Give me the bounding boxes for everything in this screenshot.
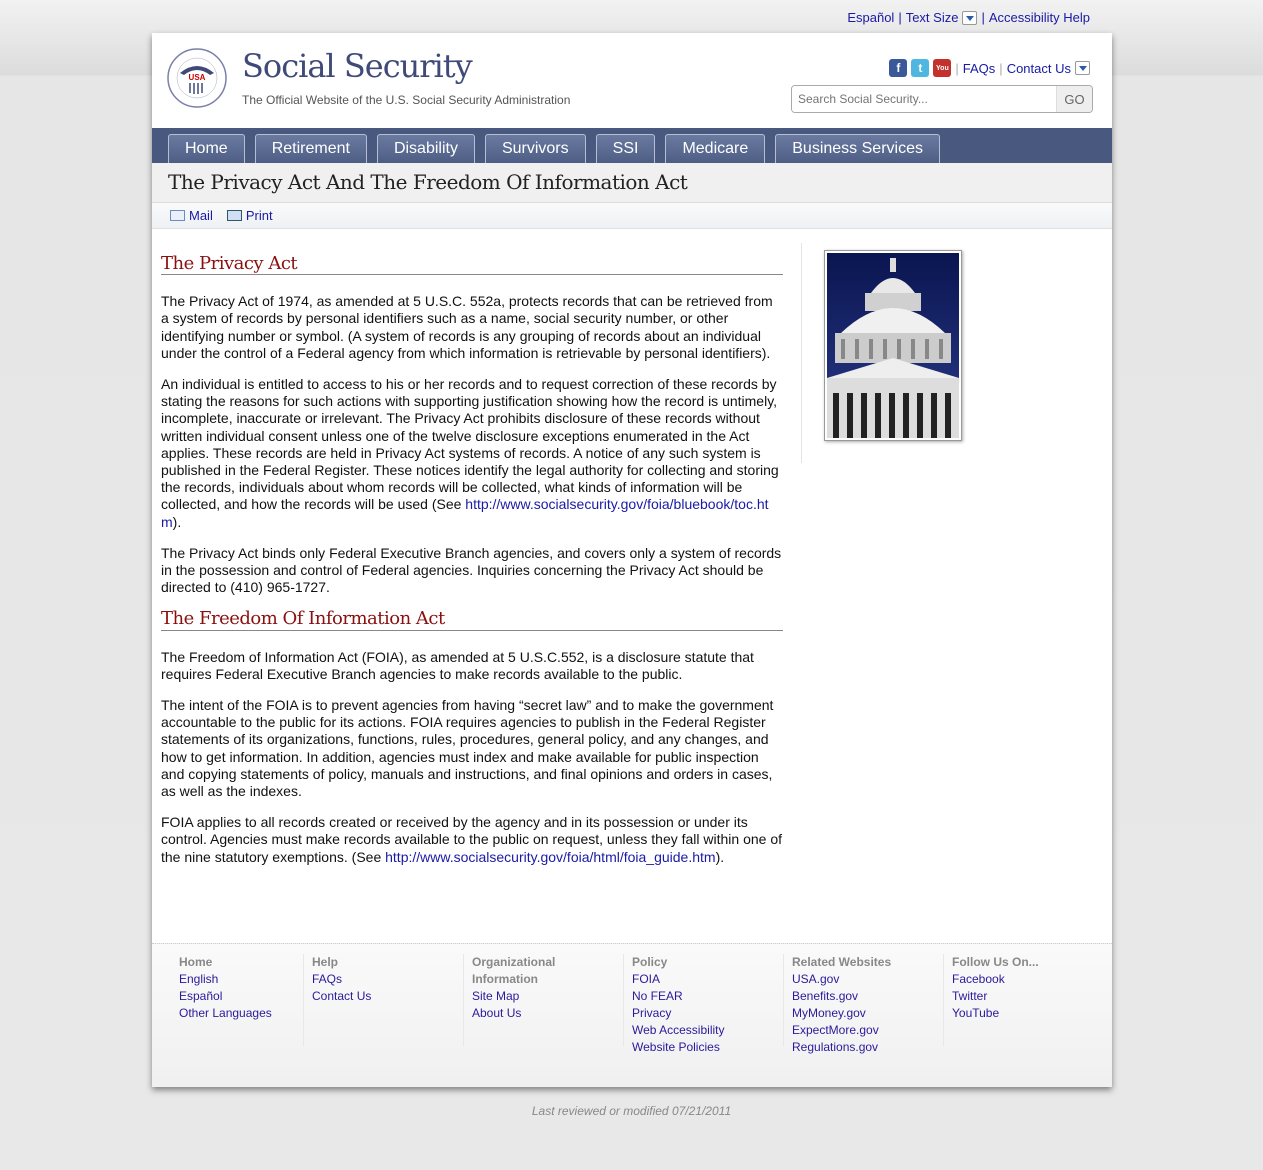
mail-label: Mail	[189, 208, 213, 223]
paragraph: The Privacy Act binds only Federal Executive Branch agencies, and covers only a system of records in the possession and control of Federal agencies. Inquiries concerning the Privacy Act should be directed to (410) 965-1727.	[161, 544, 782, 596]
separator: |	[999, 60, 1003, 76]
footer-link[interactable]: Privacy	[632, 1006, 672, 1020]
sidebar-divider	[801, 243, 802, 463]
paragraph	[161, 814, 783, 866]
footer-link[interactable]: Site Map	[472, 989, 520, 1003]
footer-link[interactable]: Twitter	[952, 989, 988, 1003]
footer-heading: Home	[179, 955, 213, 969]
facebook-icon[interactable]: f	[889, 59, 907, 77]
footer-link[interactable]: USA.gov	[792, 972, 840, 986]
youtube-icon[interactable]: You	[933, 59, 951, 77]
ssa-seal-logo[interactable]	[166, 47, 228, 109]
paragraph: The intent of the FOIA is to prevent agencies from having “secret law” and to make the government accountable to the public for its actions. FOIA requires agencies to publish in the Federal Register statements of its organizations, functions, rules, procedures, general policy, and any changes, and how to get information. In addition, agencies must index and make available for public inspection and copying statements of policy, manuals and instructions, and final opinions and orders in cases, as well as the indexes.	[161, 697, 774, 800]
footer-link[interactable]: No FEAR	[632, 989, 683, 1003]
nav-retirement[interactable]: Retirement	[255, 134, 367, 163]
footer-col-related	[783, 954, 943, 1054]
footer-link[interactable]: Español	[179, 989, 223, 1003]
text-size-dropdown-icon[interactable]	[962, 11, 977, 25]
search-go-button[interactable]: GO	[1056, 86, 1092, 112]
footer-link[interactable]: MyMoney.gov	[792, 1006, 866, 1020]
svg-text:USA: USA	[188, 73, 206, 82]
footer-link[interactable]: Web Accessibility	[632, 1023, 725, 1037]
footer-heading: Organizational Information	[472, 955, 556, 986]
espanol-link[interactable]: Español	[847, 10, 895, 25]
page-title: The Privacy Act And The Freedom Of Information Act	[152, 163, 1112, 203]
page-tools	[152, 203, 1112, 229]
search-box	[791, 85, 1093, 113]
footer-link[interactable]: About Us	[472, 1006, 522, 1020]
footer-col-home	[171, 954, 303, 1046]
footer-col-org	[463, 954, 623, 1046]
paragraph-text: ).	[172, 513, 182, 530]
paragraph	[161, 376, 783, 531]
privacy-act-heading: The Privacy Act	[161, 255, 783, 275]
footer-link[interactable]: Regulations.gov	[792, 1040, 879, 1054]
paragraph-text: ).	[715, 848, 725, 865]
social-bar	[889, 59, 1090, 77]
twitter-icon[interactable]: t	[911, 59, 929, 77]
footer-link[interactable]: Facebook	[952, 972, 1005, 986]
nav-survivors[interactable]: Survivors	[485, 134, 586, 163]
search-input[interactable]	[792, 86, 1056, 112]
footer-heading: Policy	[632, 955, 668, 969]
footer-link[interactable]: YouTube	[952, 1006, 1000, 1020]
separator: |	[898, 10, 902, 25]
faqs-link[interactable]: FAQs	[962, 60, 996, 76]
nav-ssi[interactable]: SSI	[596, 134, 656, 163]
foia-heading: The Freedom Of Information Act	[161, 610, 783, 630]
paragraph-text: FOIA applies to all records created or received by the agency and in its possession or under its control. Agencies must make records available to the public on request, unless they fall within one of the nine statutory exemptions. (See	[161, 814, 783, 865]
utility-bar	[847, 10, 1090, 25]
footer-link[interactable]: Contact Us	[312, 989, 372, 1003]
mail-button[interactable]	[170, 208, 213, 223]
nav-medicare[interactable]: Medicare	[665, 134, 765, 163]
paragraph: The Freedom of Information Act (FOIA), as amended at 5 U.S.C.552, is a disclosure statute that requires Federal Executive Branch agencies to make records available to the public.	[161, 648, 754, 682]
bluebook-link[interactable]: http://www.socialsecurity.gov/foia/bluebook/toc.htm	[161, 496, 769, 530]
nav-home[interactable]: Home	[168, 134, 245, 163]
site-tagline: The Official Website of the U.S. Social Security Administration	[242, 93, 571, 107]
contact-us-link[interactable]: Contact Us	[1006, 60, 1071, 76]
separator: |	[955, 60, 959, 76]
footer-link[interactable]: Other Languages	[179, 1006, 272, 1020]
footer-link[interactable]: FOIA	[632, 972, 661, 986]
footer-heading: Help	[312, 955, 339, 969]
contact-dropdown-icon[interactable]	[1075, 61, 1090, 75]
main-nav	[152, 128, 1112, 163]
footer-col-policy	[623, 954, 783, 1054]
footer-col-help	[303, 954, 463, 1046]
header	[152, 33, 1112, 128]
footer-link[interactable]: English	[179, 972, 219, 986]
footer-link[interactable]: ExpectMore.gov	[792, 1023, 879, 1037]
separator: |	[981, 10, 985, 25]
footer-link[interactable]: Website Policies	[632, 1040, 720, 1054]
page-container	[152, 33, 1112, 1087]
paragraph-text: An individual is entitled to access to his or her records and to request correction of these records by stating the reasons for such actions with supporting justification showing how the record is untimely, incomplete, inaccurate or irrelevant. The Privacy Act prohibits disclosure of these records without written individual consent unless one of the twelve disclosure exceptions enumerated in the Act applies. These records are held in Privacy Act systems of records. A notice of any such system is published in the Federal Register. These notices identify the legal authority for collecting and storing the records, individuals about whom records will be collected, what kinds of information will be collected, and how the records will be used (See	[161, 376, 779, 513]
mail-icon	[170, 210, 185, 221]
print-label: Print	[245, 208, 273, 223]
printer-icon	[227, 210, 242, 221]
accessibility-help-link[interactable]: Accessibility Help	[988, 10, 1090, 25]
footer	[152, 943, 1112, 1087]
footer-heading: Follow Us On...	[952, 955, 1039, 969]
nav-business-services[interactable]: Business Services	[775, 134, 940, 163]
footer-col-follow	[943, 954, 1103, 1046]
footer-link[interactable]: FAQs	[312, 972, 343, 986]
print-button[interactable]	[227, 208, 273, 223]
capitol-dome-image	[824, 250, 962, 441]
nav-disability[interactable]: Disability	[377, 134, 475, 163]
main-content	[161, 255, 783, 880]
site-title[interactable]: Social Security	[242, 47, 472, 85]
text-size-link[interactable]: Text Size	[905, 10, 959, 25]
paragraph: The Privacy Act of 1974, as amended at 5 U.S.C. 552a, protects records that can be retrieved from a system of records by personal identifiers such as a name, social security number, or other identifying number or symbol. (A system of records is any grouping of records about an individual under the control of a Federal agency from which information is retrievable by personal identifiers).	[161, 293, 773, 361]
foia-guide-link[interactable]: http://www.socialsecurity.gov/foia/html/foia_guide.htm	[385, 848, 716, 865]
footer-heading: Related Websites	[792, 955, 892, 969]
last-modified: Last reviewed or modified 07/21/2011	[531, 1104, 732, 1118]
footer-link[interactable]: Benefits.gov	[792, 989, 859, 1003]
